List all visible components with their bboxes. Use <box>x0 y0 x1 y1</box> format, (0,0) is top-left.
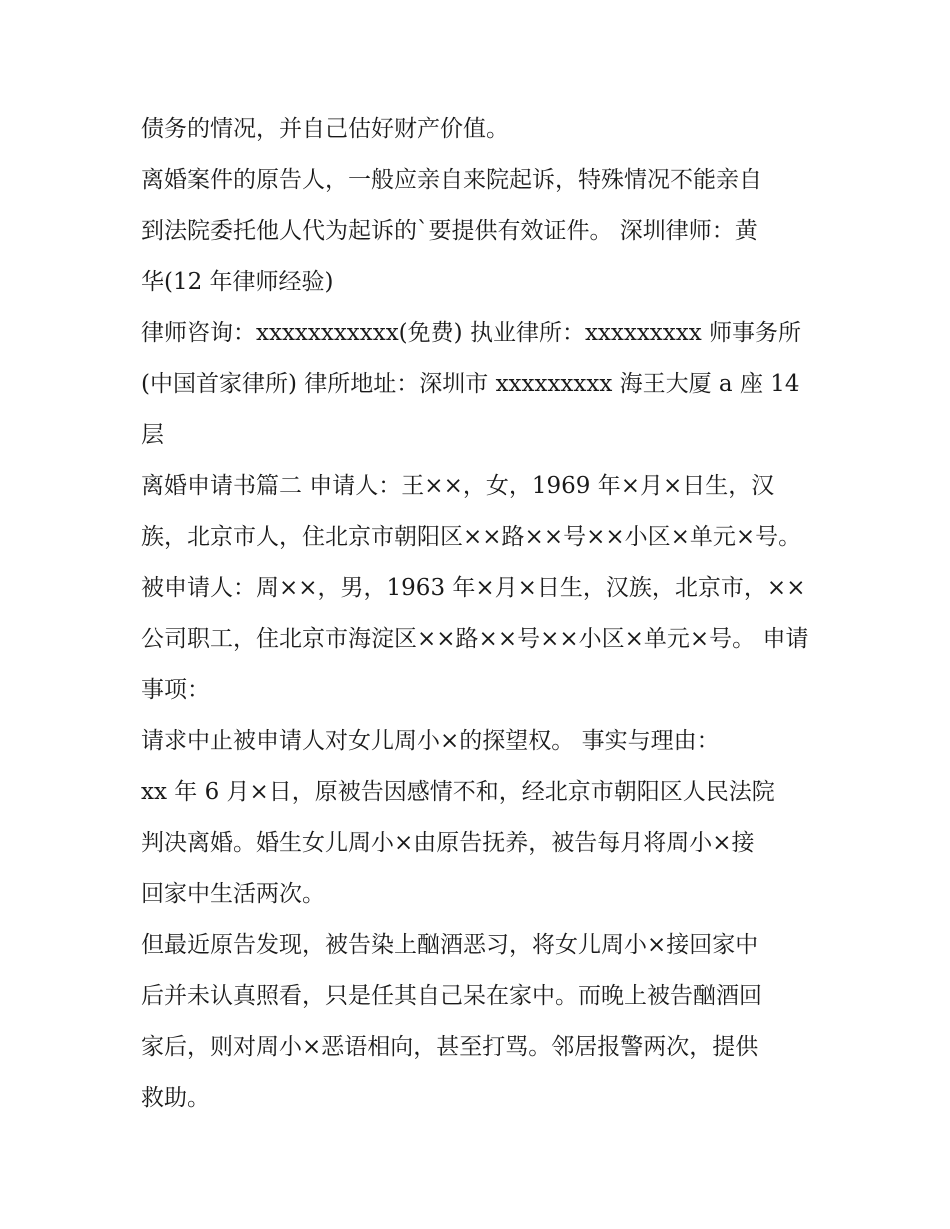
text-line: 请求中止被申请人对女儿周小×的探望权。 事实与理由： <box>141 728 720 754</box>
text-line: xx 年 6 月×日，原被告因感情不和，经北京市朝阳区人民法院 <box>141 779 775 805</box>
text-line: 判决离婚。婚生女儿周小×由原告抚养，被告每月将周小×接 <box>141 830 755 856</box>
text-line: 律师咨询：xxxxxxxxxxx(免费) 执业律所：xxxxxxxxx 师事务所 <box>141 320 801 346</box>
text-line: 华(12 年律师经验) <box>141 269 334 295</box>
text-line: 到法院委托他人代为起诉的`要提供有效证件。 深圳律师：黄 <box>141 218 758 244</box>
text-line: 族，北京市人，住北京市朝阳区××路××号××小区×单元×号。 <box>141 524 802 550</box>
text-line: 事项： <box>141 677 210 703</box>
text-line: 被申请人：周××，男，1963 年×月×日生，汉族，北京市，×× <box>141 575 806 601</box>
text-line: 公司职工，住北京市海淀区××路××号××小区×单元×号。 申请 <box>141 626 809 652</box>
text-line: 债务的情况，并自己估好财产价值。 <box>141 116 509 142</box>
text-line: 但最近原告发现，被告染上酗酒恶习，将女儿周小×接回家中 <box>141 932 759 958</box>
text-line: 后并未认真照看，只是任其自己呆在家中。而晚上被告酗酒回 <box>141 983 762 1009</box>
text-line: 回家中生活两次。 <box>141 881 325 907</box>
text-line: 救助。 <box>141 1085 210 1111</box>
text-line: 离婚申请书篇二 申请人：王××，女，1969 年×月×日生，汉 <box>141 473 775 499</box>
text-line: 离婚案件的原告人，一般应亲自来院起诉，特殊情况不能亲自 <box>141 167 762 193</box>
text-line: 层 <box>141 422 164 448</box>
text-line: 家后，则对周小×恶语相向，甚至打骂。邻居报警两次，提供 <box>141 1034 759 1060</box>
text-line: (中国首家律所) 律所地址：深圳市 xxxxxxxxx 海王大厦 a 座 14 <box>141 371 800 397</box>
document-body <box>141 104 821 1124</box>
